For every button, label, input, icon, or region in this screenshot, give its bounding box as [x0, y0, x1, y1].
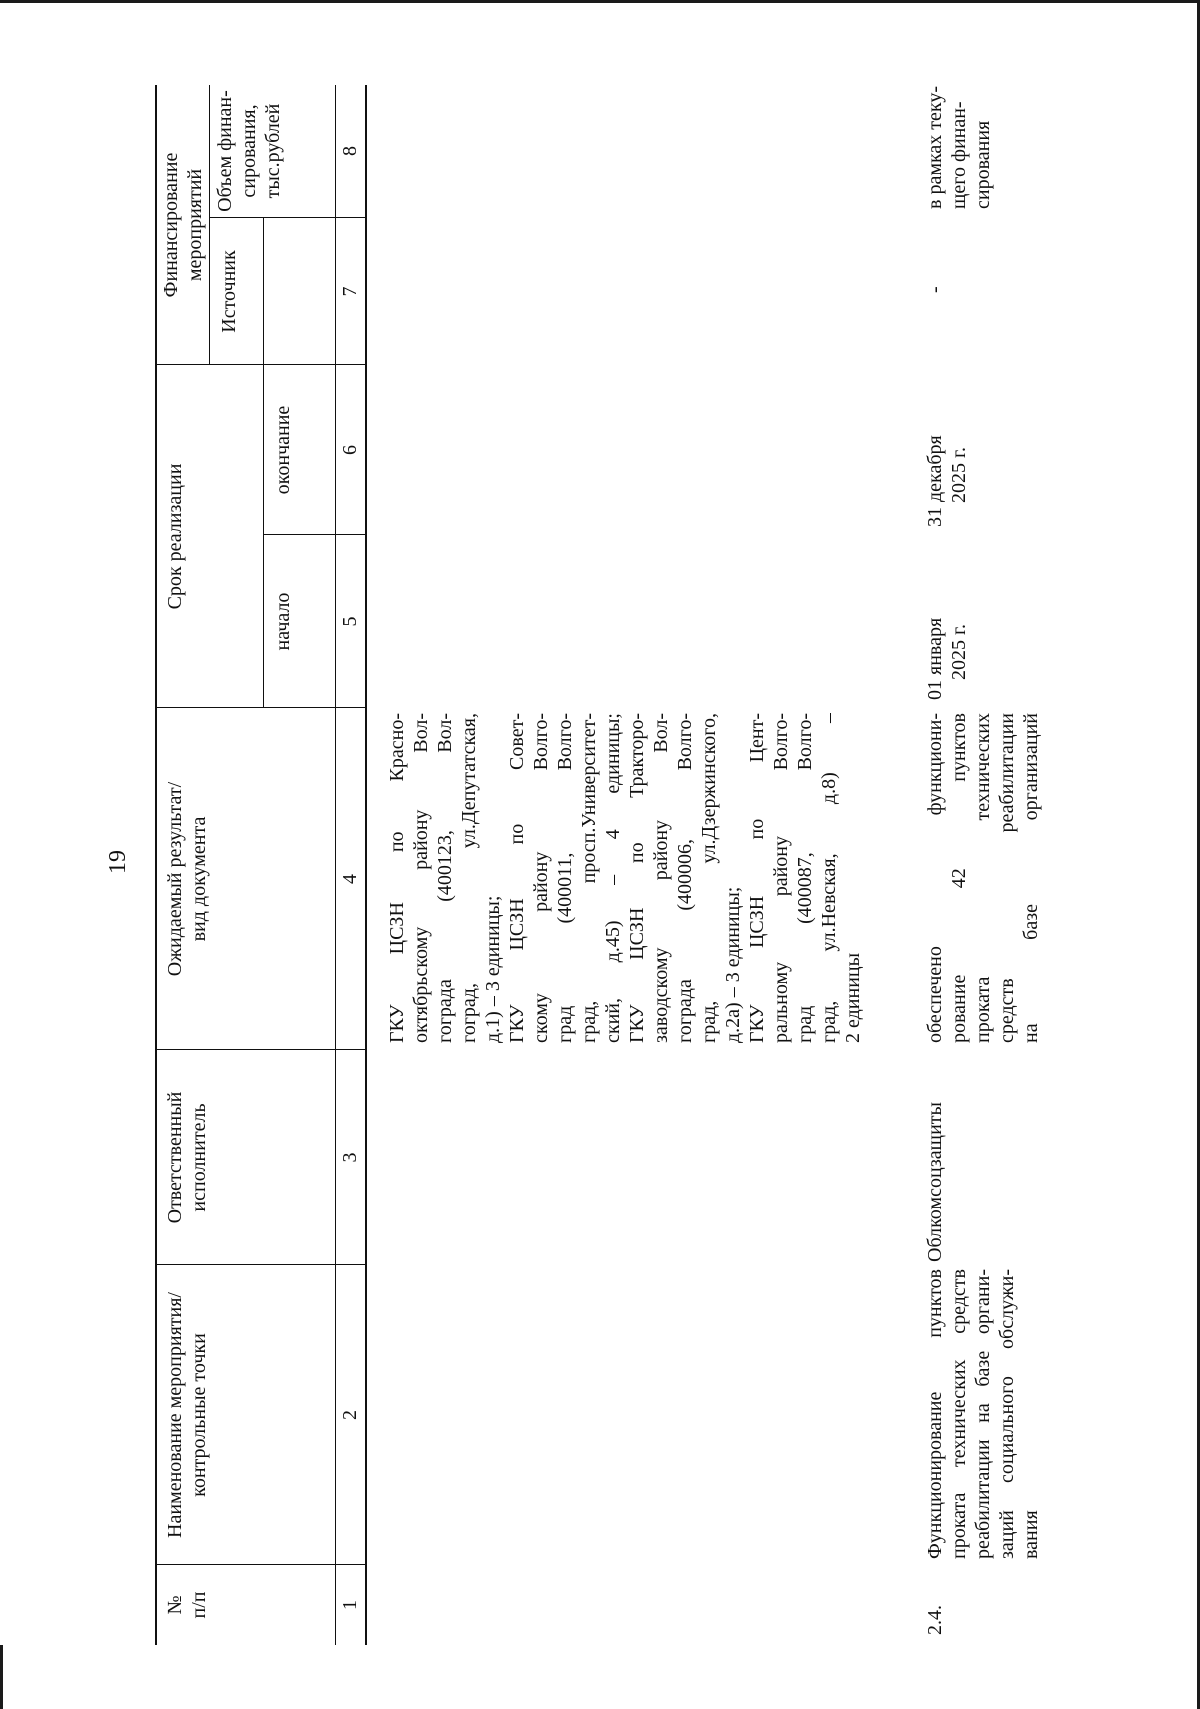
- table-sheet: [155, 85, 1085, 1645]
- continuation-result: [385, 713, 865, 1043]
- row-term-start: [923, 540, 971, 700]
- header-name: [163, 1265, 211, 1565]
- col-number-3: 3: [339, 1152, 361, 1163]
- row-source: -: [924, 286, 946, 293]
- header-num-line-1: №: [164, 1595, 186, 1615]
- header-source: Источник: [218, 250, 240, 333]
- col-number-2: 2: [339, 1410, 361, 1420]
- col-number-4: 4: [339, 874, 361, 884]
- row-name-line: реабилитации на базе органи-: [972, 1269, 994, 1559]
- col-number-6: 6: [339, 445, 361, 455]
- continuation-line: град (400087, Волго-: [794, 713, 816, 1043]
- continuation-line: октябрьскому району Вол-: [410, 713, 432, 1043]
- header-bottom-line: [365, 85, 367, 1645]
- continuation-line: град, ул.Невская, д.8) –: [818, 713, 840, 1043]
- continuation-line: гоград, ул.Депутатская,: [458, 713, 480, 1043]
- header-term-end: окончание: [272, 405, 294, 495]
- continuation-line: град, просп.Университет-: [578, 713, 600, 1043]
- row-result-line: на базе организаций: [1020, 713, 1042, 1043]
- row-term-end-line: 2025 г.: [948, 447, 970, 503]
- continuation-line: ский, д.45) – 4 единицы;: [602, 713, 624, 1043]
- col-number-8: 8: [339, 146, 361, 156]
- header-executor-line-1: Ответственный: [164, 1091, 186, 1224]
- row-result-line: средств реабилитации: [996, 713, 1018, 1043]
- scan-border-left: [0, 1645, 3, 1709]
- header-financing-line-2: мероприятий: [184, 168, 206, 282]
- header-result-line-2: вид документа: [188, 816, 210, 942]
- continuation-line: ГКУ ЦСЗН по Красно-: [386, 713, 408, 1043]
- scan-border-top: [0, 0, 1200, 3]
- row-result-line: проката технических: [972, 713, 994, 1043]
- col-number-7: 7: [339, 286, 361, 297]
- header-amount-line-1: Объем финан-: [214, 90, 236, 212]
- continuation-line: град (400011, Волго-: [554, 713, 576, 1043]
- subheader-line-term: [263, 218, 264, 708]
- continuation-line: ральному району Волго-: [770, 713, 792, 1043]
- row-amount: [923, 85, 995, 209]
- header-amount-line-3: тыс.рублей: [262, 103, 284, 199]
- continuation-line: град, ул.Дзержинского,: [698, 713, 720, 1043]
- row-amount-line: щего финан-: [948, 101, 970, 209]
- header-term-start: начало: [272, 592, 294, 651]
- continuation-line: ГКУ ЦСЗН по Тракторо-: [626, 713, 648, 1043]
- continuation-line: гограда (400123, Вол-: [434, 713, 456, 1043]
- subheader-line-financing: [209, 85, 210, 365]
- header-financing: [159, 85, 207, 365]
- row-result-line: рование 42 пунктов: [948, 713, 970, 1043]
- row-name-line: вания: [1020, 1510, 1042, 1559]
- header-result-line-1: Ожидаемый результат/: [164, 781, 186, 977]
- col-number-5: 5: [339, 616, 361, 627]
- header-term: Срок реализации: [164, 463, 186, 610]
- header-name-line-1: Наименование мероприятия/: [164, 1292, 186, 1538]
- row-result: [923, 713, 1043, 1043]
- header-amount: [213, 85, 285, 217]
- continuation-line: ГКУ ЦСЗН по Цент-: [746, 713, 768, 1043]
- header-financing-line-1: Финансирование: [160, 152, 182, 298]
- row-term-end: [923, 367, 971, 527]
- continuation-line: д.2а) – 3 единицы;: [722, 886, 744, 1043]
- header-name-line-2: контрольные точки: [188, 1333, 210, 1497]
- continuation-line: гограда (400006, Волго-: [674, 713, 696, 1043]
- row-term-end-line: 31 декабря: [924, 435, 946, 527]
- col-number-1: 1: [339, 1600, 361, 1610]
- column-numbers-top-line: [335, 85, 336, 1645]
- page-number: 19: [105, 850, 131, 874]
- header-executor: [163, 1050, 211, 1265]
- row-number: 2.4.: [924, 1605, 946, 1635]
- continuation-line: ГКУ ЦСЗН по Совет-: [506, 713, 528, 1043]
- header-result: [163, 708, 211, 1050]
- row-executor: Облкомсоцзащиты: [924, 1102, 946, 1262]
- header-num-line-2: п/п: [188, 1591, 210, 1619]
- continuation-line: д.1) – 3 единицы;: [482, 895, 504, 1043]
- row-name-line: проката технических средств: [948, 1269, 970, 1559]
- continuation-line: скому району Волго-: [530, 713, 552, 1043]
- row-term-start-line: 01 января: [924, 617, 946, 700]
- row-name-line: Функционирование пунктов: [924, 1269, 946, 1559]
- row-result-line: обеспечено функциони-: [924, 713, 946, 1043]
- header-executor-line-2: исполнитель: [188, 1103, 210, 1212]
- row-name: [923, 1269, 1043, 1559]
- row-term-start-line: 2025 г.: [948, 624, 970, 680]
- header-amount-line-2: сирования,: [238, 104, 260, 198]
- table-top-border: [155, 85, 157, 1645]
- continuation-line: 2 единицы: [842, 952, 864, 1043]
- row-amount-line: в рамках теку-: [924, 86, 946, 209]
- row-amount-line: сирования: [972, 120, 994, 209]
- header-num: [163, 1565, 211, 1645]
- row-name-line: заций социального обслужи-: [996, 1269, 1018, 1559]
- continuation-line: заводскому району Вол-: [650, 713, 672, 1043]
